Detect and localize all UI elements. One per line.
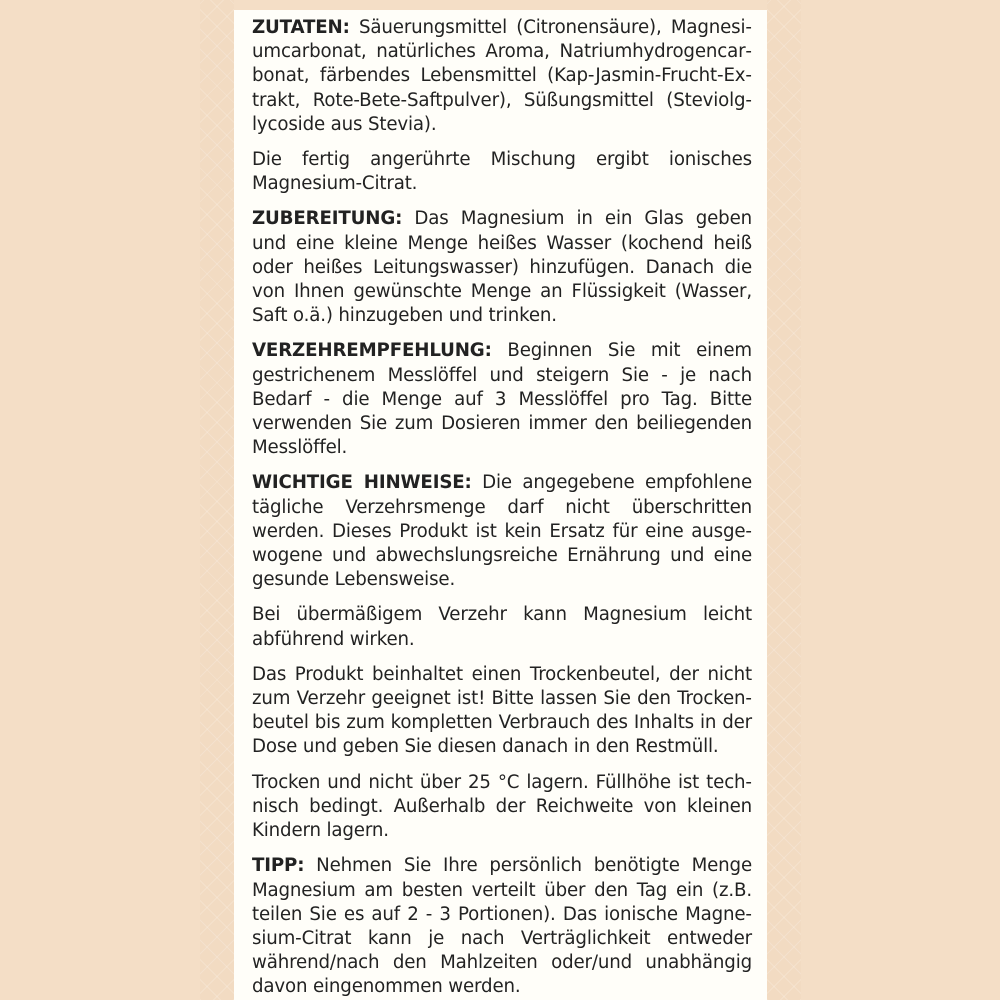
ingredients-label: ZUTATEN: [252,17,350,38]
laxative-note-text: Bei übermäßigem Verzehr kann Magnesium leicht abführend wirken. [252,604,752,650]
tip-label: TIPP: [252,855,305,877]
decorative-pattern-right [767,0,801,1000]
mixture-note-paragraph [252,148,752,196]
desiccant-note-paragraph [252,663,752,760]
preparation-label: ZUBEREITUNG: [252,208,403,230]
dosage-label: VERZEHREMPFEHLUNG: [252,340,492,362]
preparation-text: Das Magnesium in ein Glas geben und eine kleine Menge heißes Wasser (kochend heiß oder heißes Leitungswasser) hinzufügen. Danach die von Ihnen gewünschte Menge an Flüssigkeit (Wasser, Saft o.ä.) hinzugeben und trinken. [252,208,752,327]
warnings-paragraph [252,471,752,592]
decorative-pattern-left [200,0,234,1000]
ingredients-paragraph [252,16,752,137]
laxative-note-paragraph [252,603,752,651]
label-text-panel [234,10,767,1000]
ingredients-text: Säuerungsmittel (Citronensäure), Magnesiumcarbonat, natürliches Aroma, Natriumhydrogencarbonat, färbendes Lebensmittel (Kap-Jasmin-Frucht-Extrakt, Rote-Bete-Saftpulver), Süßungsmittel (Steviolglycoside aus Stevia). [252,17,752,135]
tip-paragraph [252,854,752,999]
storage-note-text: Trocken und nicht über 25 °C lagern. Füllhöhe ist technisch bedingt. Außerhalb der Reichweite von kleinen Kindern lagern. [252,771,752,842]
dosage-paragraph [252,339,752,460]
storage-note-paragraph [252,771,752,844]
mixture-note-text: Die fertig angerührte Mischung ergibt ionisches Magnesium-Citrat. [252,149,752,195]
warnings-text: Die angegebene empfohlene tägliche Verzehrsmenge darf nicht überschritten werden. Dieses Produkt ist kein Ersatz für eine ausgewogene und abwechslungsreiche Ernährung und eine gesunde Lebensweise. [252,472,752,591]
desiccant-note-text: Das Produkt beinhaltet einen Trockenbeutel, der nicht zum Verzehr geeignet ist! Bitte lassen Sie den Trockenbeutel bis zum kompletten Verbrauch des Inhalts in der Dose und geben Sie diesen danach in den Restmüll. [252,663,752,758]
preparation-paragraph [252,207,752,328]
tip-text: Nehmen Sie Ihre persönlich benötigte Menge Magnesium am besten verteilt über den Tag ein (z.B. teilen Sie es auf 2 - 3 Portionen). Das ionische Magnesium-Citrat kann je nach Verträglichkeit entweder während/nach den Mahlzeiten oder/und unabhängig davon eingenommen werden. [252,855,752,998]
warnings-label: WICHTIGE HINWEISE: [252,472,472,494]
dosage-text: Beginnen Sie mit einem gestrichenem Messlöffel und steigern Sie - je nach Bedarf - die Menge auf 3 Messlöffel pro Tag. Bitte verwenden Sie zum Dosieren immer den beiliegenden Messlöffel. [252,340,752,459]
